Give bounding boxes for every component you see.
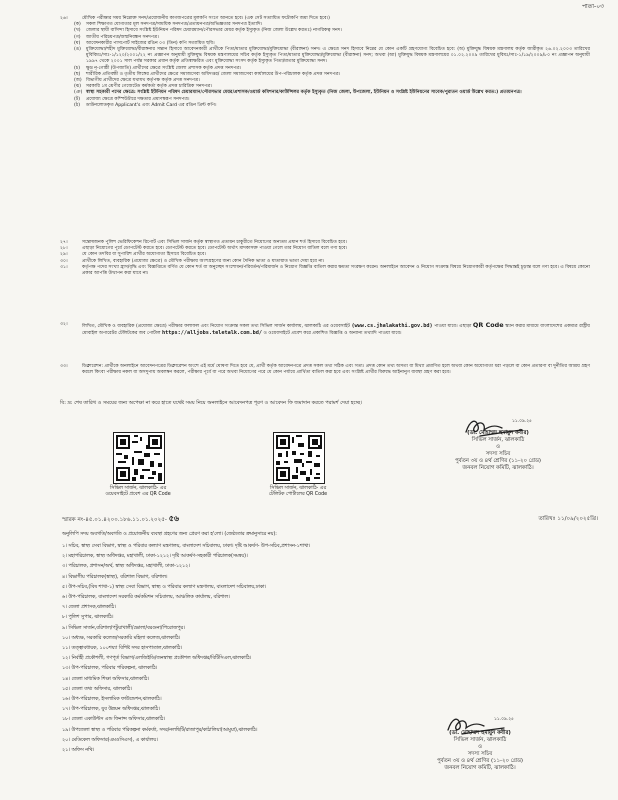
item-text-a: লিখিত, মৌখিক ও ব্যবহারিক (প্রযোজ্য ক্ষেত্রে) পরীক্ষার ফলাফল এবং নিয়োগ সংক্রান্ত সকল তথ্য সিভিল সার্জন কার্যালয়, ঝালকাঠি এর ওয়েবসাইট (82, 324, 350, 329)
copy-recipient: ৮। পুলিশ সুপার, ঝালকাঠি। (62, 615, 114, 621)
memo-date: তারিখঃ ১১/০৯/২০২৫খ্রি। (538, 516, 598, 522)
signatory-block-2 (410, 730, 550, 772)
sub-text: সকল শিক্ষাগত যোগ্যতার মূল সনদপত্র/সাময়িক সনদপত্র/প্রত্যয়নপত্র/অভিজ্ঞতার সনদপত্র ইত্যাদি। (86, 22, 263, 28)
item-number: ৩২। (60, 322, 68, 327)
item-26 (60, 16, 590, 109)
signatory-name: (ডা. মোহাম্মদ হুমায়ুন কবীর) (467, 430, 529, 436)
sub-text: জেলার স্থায়ী বাসিন্দা হিসাবে সংশ্লিষ্ট ইউনিয়ন পরিষদ চেয়ারম্যান/পৌরসভার মেয়র কর্তৃক ইস্যুকৃত (নিজ জেলা উল্লেখ করতঃ) নাগরিকত্ব সনদ। (86, 28, 342, 34)
qr2-caption-line: সিভিল সার্জন, ঝালকাঠি- এর (269, 486, 327, 491)
copy-recipient: ১১। তত্ত্বাবধায়ক, ১০০শয্যা বিশিষ্ট সদর হাসপাতাল,ঝালকাঠি। (62, 646, 183, 652)
qr-code-cs-website (113, 432, 165, 484)
item-number: ২৯। (60, 252, 68, 258)
copy-recipient: ২। মহাপরিচালক, স্বাস্থ্য অধিদপ্তর, মহাখালী, ঢাকা-১২১২। দৃষ্টি আকর্ষণ-সহকারী পরিচালক(সমন্বয়)। (62, 554, 248, 560)
qr2-caption-line: টেলিটক পোর্টালের QR Code (268, 492, 328, 498)
item-26-subitems (60, 22, 590, 109)
qr1-caption (73, 486, 203, 498)
sub-text: মুক্তিযোদ্ধা/শহীদ মুক্তিযোদ্ধা/বীরাঙ্গনার সন্তান হিসাবে আবেদনকারী প্রার্থীকে পিতা/মাতার মুক্তিযোদ্ধা/মুক্তিযোদ্ধা (বীরাঙ্গনা) সনদ। এ ক্ষেত্রে সনদ হিসাবে নিম্নের যে কোন একটি গ্রহণযোগ্য বিবেচিত হবে: (অ) মুক্তিযুদ্ধ বিষয়ক মন্ত্রণালয় কর্তৃক জারীকৃত ২৬.০২.২০০৩ তারিখের মুবিবিমঃ/সাঃ-১/১২০/২০০১/২২ নং প্রজ্ঞাপন অনুযায়ী মুক্তিযুদ্ধ বিষয়ক মন্ত্রণালয়ের সচিব কর্তৃক ইস্যুকৃত পিতা/মাতার মুক্তিযোদ্ধা/মুক্তিযোদ্ধা (বীরাঙ্গনা) সনদ; অথবা (আ) মুক্তিযুদ্ধ বিষয়ক মন্ত্রণালয়ের ০১.০২.২০০৯ তারিখের মুবিমঃ/সাঃ-১/১৯/২০০৯/৮০ নং প্রজ্ঞাপন অনুযায়ী ১৯৯৭ থেকে ২০০১ সাল পর্যন্ত সরকার প্রধান কর্তৃক প্রতিস্বাক্ষরিত এবং মুক্তিযোদ্ধা সংসদ কর্তৃক ইস্যুকৃত পিতা/মাতার মুক্তিযোদ্ধা সনদ। (86, 47, 590, 65)
copy-intro: অনুলিপি সদয় অবগতি/অবগতি ও প্রয়োজনীয় ব্যবস্থা গ্রহণের জন্য প্রেরণ করা হ'লো। (জেষ্ঠ্যতার ক্রমানুসারে নয়): (62, 532, 277, 537)
qr2-caption (233, 486, 363, 498)
copy-recipient: ১৮। জেলা একাউন্টস এন্ড ফিনান্স অফিসার,ঝালকাঠি। (62, 717, 165, 723)
copy-recipient: ৭। জেলা প্রশাসক,ঝালকাঠি। (62, 605, 116, 611)
item-text: কর্তৃপক্ষ পদের সংখ্যা হ্রাস/বৃদ্ধি এবং বিজ্ঞপ্তিতে বর্ণিত যে কোন শর্ত বা অনুচ্ছেদ সংশোধন/পরিবর্তন/পরিমার্জন ও নিয়োগ বিজ্ঞপ্তি বাতিল করার ক্ষমতা সংরক্ষণ করেন। অনলাইনে আবেদন ও নিয়োগ সংক্রান্ত বিষয়ে নিয়োগকারী কর্তৃপক্ষের সিদ্ধান্তই চূড়ান্ত বলে গণ্য হবে। এ বিষয়ে কোনো প্রকার আপত্তি উত্থাপন করা যাবে না। (82, 264, 590, 277)
teletalk-portal-link[interactable]: https://alljobs.teletalk.com.bd/ (162, 330, 262, 337)
copy-recipient: ১৯। উপজেলা স্বাস্থ্য ও পরিবার পরিকল্পনা কর্মকর্তা, সদর/নলছিটি/রাজাপুর/কাঠালিয়া(আমুয়া),ঝালকাঠি। (62, 727, 258, 733)
sub-text: ডাউনলোডকৃত Applicant's এবং Admit Card এর রঙিন প্রিন্ট কপি। (86, 102, 217, 108)
signatory-role: সদস্য সচিব (467, 751, 493, 757)
signatory-role: সদস্য সচিব (485, 451, 511, 457)
signature-date: ১১.০৯.২৫ (494, 717, 514, 722)
signatory-name: (ডা. মোহাম্মদ হুমায়ুন কবীর) (449, 730, 511, 736)
item-text: মৌখিক পরীক্ষার সময় নিম্নোক্ত সনদ/প্রয়োজনীয় কাগজপত্রের মূলকপি সংগে আনতে হবে। (এক সেট সত্যায়িত ফটোকপি জমা দিতে হবে।) (82, 16, 330, 21)
item-number: ৩৩। (60, 364, 68, 369)
sub-number: (ছ) (74, 71, 81, 77)
copy-recipient: ৯। সিভিল সার্জন,বরিশাল/পটুয়াখালী/ভোলা/বরগুনা/পিরোজপুর। (62, 625, 185, 631)
sub-number: (জ) (74, 78, 82, 84)
copy-recipient: ৫। উপ-সচিব,(বিষ শাখা-১) স্বাস্থ্য সেবা বিভাগ, স্বাস্থ্য ও পরিবার কল্যাণ মন্ত্রণালয়, বাংলাদেশ সচিবালয়,ঢাকা। (62, 584, 267, 590)
copy-recipient: ১৪। জেলা মাধ্যমিক শিক্ষা অফিসার,ঝালকাঠি। (62, 676, 150, 682)
special-note: বি: দ্র: শেষ তারিখ ও সময়ের জন্য অপেক্ষা না করে হাতে যথেষ্ট সময় নিয়ে অনলাইনে আবেদনপত্র পূরণ ও আবেদন ফি জমাদান করতে পরামর্শ দেয়া হচ্ছে। (60, 400, 362, 406)
sub-text: আবেদনকারীর পাসপোর্ট সাইজের রঙিন ০৩ (তিন) কপি সত্যায়িত ছবি। (86, 40, 215, 46)
sub-text: জাতীয় পরিচয়পত্র/জন্মনিবন্ধন সনদপত্র। (86, 34, 159, 40)
item-text: এছাড়া নিয়োগের পূর্বে ডোপটেস্ট করতে হবে। ডোপটেস্ট করতে হবে। ডোপটেস্ট অর্থাৎ মাদকাসক্ত পাওয়া গেলে তার নিয়োগ বাতিল বলে গণ্য হবে। (82, 246, 348, 252)
signatory-title: সিভিল সার্জন, ঝালকাঠি (453, 737, 507, 743)
sub-number: (ট) (74, 96, 81, 102)
sub-text: স্বাস্থ্য সহকারী পদের ক্ষেত্রে: সংশ্লিষ্ট ইউনিয়ন পরিষদ চেয়ারম্যান/পৌরসভার মেয়র/প্রশাসক/ওয়ার্ড কমিশনার/কাউন্সিলর কর্তৃক ইস্যুকৃত (নিজ জেলা, উপজেলা, ইউনিয়ন ও সংশ্লিষ্ট ইউনিয়নের সাবেক/পুরাতন ওয়ার্ড উল্লেখ করত:) প্রত্যয়নপত্র। (86, 90, 522, 96)
sub-text: প্রযোজ্য ক্ষেত্রে কম্পিউটারে দক্ষতার প্রমাণস্বরূপ সনদপত্র। (86, 96, 190, 102)
item-text-c: স্ক্যান করার মাধ্যমে বাংলাদেশের একমাত্র রাষ্ট্রীয় মোবাইল অপারেটর টেলিটকের জব পোর্টাল (82, 324, 591, 337)
sub-text: সরকারি ১ম শ্রেণীর গেজেটেড কর্মকর্তা কর্তৃক প্রদত্ত চারিত্রিক সনদপত্র। (86, 84, 213, 90)
item-text: যে কোন তদবির বা সুপারিশ প্রার্থীর অযোগ্যতা হিসাবে বিবেচিত হবে। (82, 252, 206, 258)
signatory-block-1 (428, 430, 568, 472)
memo-reference-text: স্মারক নং-৪৫.০১.৪২০০.১৮৬.১১.০১.২০২৫- (62, 517, 167, 523)
item-text (82, 322, 590, 337)
committee-line-2: জনবল নিয়োগ কমিটি, ঝালকাঠি। (444, 765, 516, 771)
copy-recipient: ১৩। উপ-পরিচালক, পরিবার পরিকল্পনা, ঝালকাঠি। (62, 666, 158, 672)
cs-website-link[interactable]: (www.cs.jhalakathi.gov.bd) (351, 323, 433, 329)
item-31 (60, 265, 590, 277)
copy-recipient: ২১। অফিস নথি। (62, 748, 95, 754)
copy-recipient: ১২। নির্বাহী প্রকৌশলী, গণপূর্ত বিভাগ/এলজিইডি/জনস্বাস্থ্য প্রকৌশল অধিদপ্তর/বিটিসিএল,ঝালকাঠি। (62, 656, 252, 662)
sub-number: (খ) (74, 28, 81, 34)
item-number: ২৬। (60, 16, 68, 21)
signatory-and: ও (478, 744, 482, 750)
committee-line-1: পুর্বতন ৩য় ও ৪র্থ শ্রেণির (১১-২০ গ্রেড) (454, 458, 542, 464)
item-32 (60, 322, 590, 337)
item-number: ৩০। (60, 258, 68, 264)
item-number: ২৭। (60, 240, 68, 245)
qr-code-word: QR Code (472, 321, 504, 329)
sub-number: (ক) (74, 22, 81, 28)
sub-number: (ঙ) (74, 47, 81, 53)
signatory-and: ও (496, 444, 500, 450)
copy-recipient: ৪। বিভাগীয় পরিচালক(স্বাস্থ্য), বরিশাল বিভাগ, বরিশাল। (62, 574, 168, 580)
item-text: প্রার্থীকে লিখিত, ব্যবহারিক (প্রযোজ্য ক্ষেত্রে) ও মৌখিক পরীক্ষায় অংশগ্রহণের জন্য কোন দৈনিক ভাতা ও যাতায়াত ভাতা দেয়া হবে না। (82, 258, 325, 264)
memo-reference-number: ৫৬ (168, 514, 180, 523)
item-text: ডিক্লারেশন: প্রার্থীকে অনলাইনে আবেদনপত্রের ডিক্লারেশন অংশে এই মর্মে ঘোষণা দিতে হবে যে, প্রার্থী কর্তৃক আবেদনপত্রে প্রদত্ত সকল তথ্য সঠিক এবং সত্য। প্রদত্ত কোন তথ্য অসত্য বা মিথ্যা প্রমাণিত হলে অথবা কোন অযোগ্যতা ধরা পড়লে বা কোন প্রতারণা বা দুর্নীতির আশ্রয় গ্রহণ করলে কিংবা পরীক্ষায় নকল বা অসদুপায় অবলম্বন করলে, পরীক্ষার পূর্বে বা পরে অথবা নিয়োগের পরে যে কোন পর্যায়ে প্রার্থিতা বাতিল করা হবে এবং সংশ্লিষ্ট প্রার্থীর বিরুদ্ধে আইনানুগ ব্যবস্থা গ্রহণ করা হবে। (82, 364, 590, 376)
copy-recipient: ২০। মেডিকেল অফিসার(এমওসিএস), এ কার্যালয়। (62, 737, 158, 743)
sub-number: (ঠ) (74, 102, 81, 108)
sub-number: (ঞ) (74, 90, 83, 96)
sub-number: (ঝ) (74, 84, 82, 90)
sub-text: ক্ষুদ্র নৃ-গোষ্ঠী (উপজাতি) প্রার্থীদের ক্ষেত্রে সংশ্লিষ্ট জেলা প্রশাসক কর্তৃক প্রদত্ত সনদপত্র। (86, 65, 242, 71)
signatory-title: সিভিল সার্জন, ঝালকাঠি (471, 437, 525, 443)
item-text: সন্তোষজনক পুলিশ ভেরিফিকেশন রিপোর্ট এবং সিভিল সার্জন কর্তৃক স্বাস্থ্যগত প্রত্যয়ন চাকুরীতে নিয়োগের অন্যতম প্রধান শর্ত হিসাবে বিবেচিত হবে। (82, 240, 347, 245)
item-text-b: পাওয়া যাবে। এছাড়া (434, 324, 472, 329)
item-text-d: ও ওয়েবসাইটে প্রবেশ করে প্রকাশিত বিজ্ঞপ্তি ও অন্যান্য তথ্যাদি পাওয়া যাবে। (263, 331, 402, 337)
copy-recipient: ১। সচিব, স্বাস্থ্য সেবা বিভাগ, স্বাস্থ্য ও পরিবার কল্যাণ মন্ত্রণালয়, বাংলাদেশ সচিবালয়, ঢাকা। দৃষ্টি আকর্ষণ- উপ-সচিব,প্রশাসন-১শাখা। (62, 544, 311, 549)
qr-code-teletalk-portal (273, 432, 325, 484)
item-number: ৩১। (60, 264, 68, 270)
memo-line (62, 516, 598, 528)
copy-recipient: ১০। অধ্যক্ষ, সরকারি কলেজ/সরকারি মহিলা কলেজ,ঝালকাঠি। (62, 635, 181, 641)
page-label: পাতা-০৩ (581, 3, 604, 10)
memo-reference (62, 516, 179, 523)
copy-recipient: ১৫। জেলা তথ্য অফিসার, ঝালকাঠি। (62, 686, 133, 692)
committee-line-2: জনবল নিয়োগ কমিটি, ঝালকাঠি। (462, 465, 534, 471)
copy-recipient: ৩। পরিচালক, প্রশাসন/অর্থ, স্বাস্থ্য অধিদপ্তর, মহাখালী, ঢাকা-১২১২। (62, 564, 190, 570)
item-number: ২৮। (60, 246, 68, 252)
sub-text: শারীরিক প্রতিবন্ধী ও তৃতীয় লিঙ্গের প্রার্থীদের ক্ষেত্রে সমাজসেবা অধিদপ্তর/ জেলা সমাজসেবা কার্যালয়ের উপ-পরিচালক কর্তৃক প্রদত্ত সনদপত্র। (86, 71, 341, 77)
item-33 (60, 364, 590, 376)
sub-number: (গ) (74, 34, 81, 40)
copy-recipient: ৬। উপ-পরিচালক, বাংলাদেশ সরকারি কর্মকমিশন সচিবালয়, আঞ্চলিক কার্যালয়, বরিশাল। (62, 595, 230, 601)
copy-recipient: ১৭। উপ-পরিচালক, যুব উন্নয়ন অধিদপ্তর,ঝালকাঠি। (62, 707, 160, 713)
items-27-31 (60, 240, 590, 277)
copy-recipient: ১৬। উপ-পরিচালক, ইসলামিক ফাউন্ডেশন,ঝালকাঠি। (62, 697, 162, 703)
qr1-caption-line: ওয়েবসাইটে প্রবেশ এর QR Code (105, 492, 171, 498)
sub-number: (চ) (74, 65, 81, 71)
sub-number: (ঘ) (74, 40, 81, 46)
committee-line-1: পুর্বতন ৩য় ও ৪র্থ শ্রেণির (১১-২০ গ্রেড) (436, 758, 524, 764)
qr1-caption-line: সিভিল সার্জন, ঝালকাঠি- এর (109, 486, 167, 491)
sub-text: বিভাগীয় প্রার্থীদের ক্ষেত্রে যথাযথ কর্তৃপক্ষ কর্তৃক প্রদত্ত সনদপত্র। (86, 78, 200, 84)
signature-date: ১১.০৯.২৫ (512, 419, 532, 424)
